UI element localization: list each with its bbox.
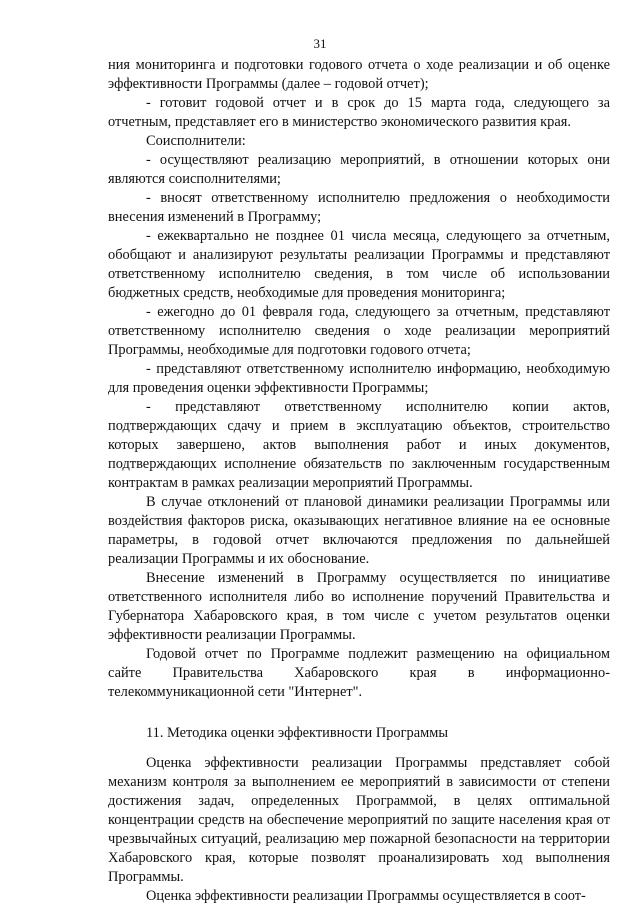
paragraph-publication: Годовой отчет по Программе подлежит размещению на официальном сайте Правительства Хабаровского края в информационно-телекоммуникационной сети "Интернет". (108, 646, 610, 700)
paragraph-list-item: - осуществляют реализацию мероприятий, в отношении которых они являются соисполнителями; (108, 152, 610, 187)
paragraph-evaluation: Оценка эффективности реализации Программы представляет собой механизм контроля за выполнением ее мероприятий в зависимости от степени достижения задач, определенных Программой, в целях оптимальной концентрации средств на обеспечение мероприятий по защите населения края от чрезвычайных ситуаций, реализацию мер пожарной безопасности на территории Хабаровского края, которые позволят проанализировать ход выполнения Программы. (108, 755, 610, 885)
paragraph-list-item: - вносят ответственному исполнителю предложения о необходимости внесения изменений в Программу; (108, 190, 610, 225)
paragraph-continuation: ния мониторинга и подготовки годового отчета о ходе реализации и об оценке эффективности Программы (далее – годовой отчет); (108, 57, 610, 92)
section-heading: 11. Методика оценки эффективности Программы (146, 725, 448, 741)
paragraph-list-item: - ежегодно до 01 февраля года, следующего за отчетным, представляют ответственному исполнителю сведения о ходе реализации мероприятий Программы, необходимые для подготовки годового отчета; (108, 304, 610, 358)
paragraph-coexecutors-label: Соисполнители: (146, 133, 246, 149)
paragraph-list-item: - представляют ответственному исполнителю копии актов, подтверждающих сдачу и прием в эксплуатацию объектов, строительство которых завершено, актов выполнения работ и иных документов, подтверждающих исполнение обязательств по заключенным государственным контрактам в рамках реализации мероприятий Программы. (108, 399, 610, 491)
paragraph-annual-report: - готовит годовой отчет и в срок до 15 марта года, следующего за отчетным, представляет его в министерство экономического развития края. (108, 95, 610, 130)
paragraph-evaluation-continued: Оценка эффективности реализации Программы осуществляется в соот- (146, 888, 586, 904)
paragraph-deviations: В случае отклонений от плановой динамики реализации Программы или воздействия факторов риска, оказывающих негативное влияние на ее основные параметры, в годовой отчет включаются предложения по дальнейшей реализации Программы и их обоснование. (108, 494, 610, 567)
paragraph-amendments: Внесение изменений в Программу осуществляется по инициативе ответственного исполнителя либо во исполнение поручений Правительства и Губернатора Хабаровского края, в том числе с учетом результатов оценки эффективности реализации Программы. (108, 570, 610, 643)
page-body (108, 56, 610, 906)
page-number: 31 (313, 36, 327, 51)
paragraph-list-item: - ежеквартально не позднее 01 числа месяца, следующего за отчетным, обобщают и анализируют результаты реализации Программы и представляют ответственному исполнителю сведения, в том числе об использовании бюджетных средств, необходимые для проведения мониторинга; (108, 228, 610, 301)
paragraph-list-item: - представляют ответственному исполнителю информацию, необходимую для проведения оценки эффективности Программы; (108, 361, 610, 396)
